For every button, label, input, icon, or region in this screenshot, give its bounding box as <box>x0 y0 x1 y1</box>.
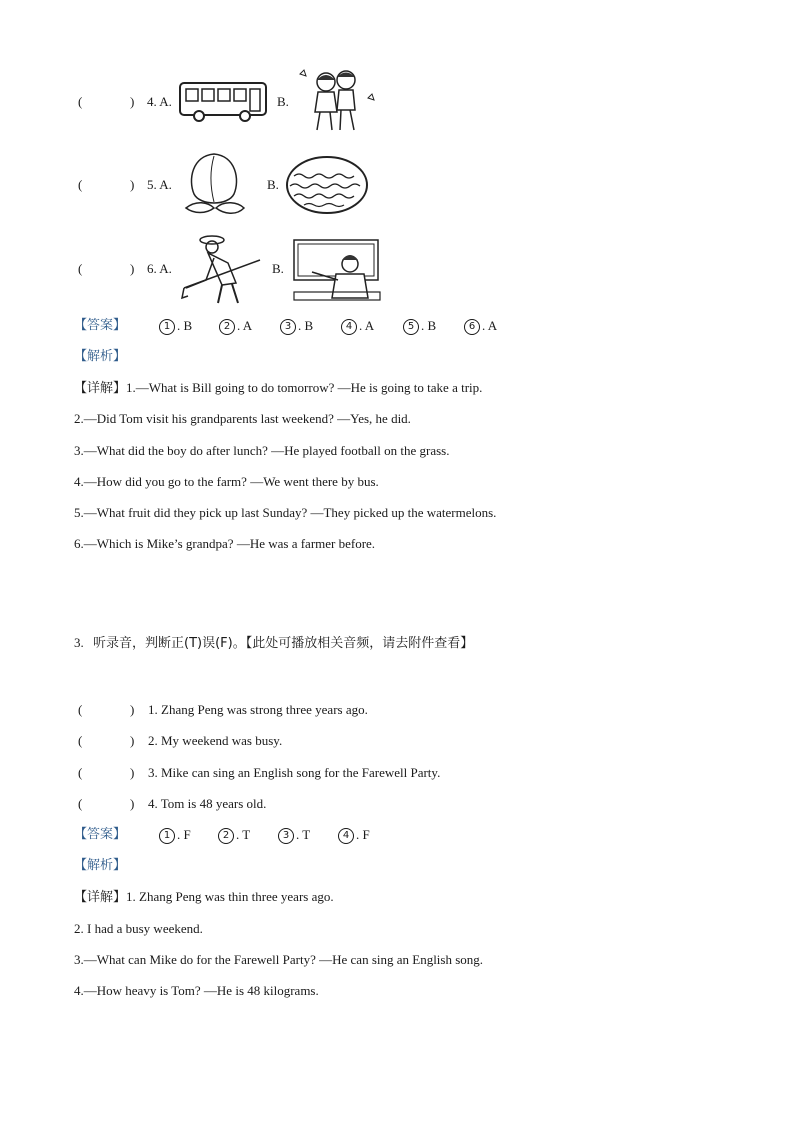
answer-value: . A <box>237 318 253 333</box>
answer-item <box>278 827 310 844</box>
answer-paren-close: ) <box>130 177 135 192</box>
answer-item <box>219 318 252 335</box>
circled-number: 1 <box>159 319 175 335</box>
statement-text: 4. Tom is 48 years old. <box>148 796 267 811</box>
bus-icon <box>177 80 271 124</box>
question-label: 6. A. <box>147 261 172 276</box>
answer-paren-open: ( <box>78 702 83 717</box>
answer-item <box>464 318 497 335</box>
answer-paren-close: ) <box>130 261 135 276</box>
explanation-line: 3.—What can Mike do for the Farewell Party? —He can sing an English song. <box>74 952 484 967</box>
answer-item <box>341 318 374 335</box>
statement-text: 2. My weekend was busy. <box>148 733 283 748</box>
answer-item <box>280 318 313 335</box>
section3-heading <box>74 635 473 652</box>
answer-paren-open: ( <box>78 261 83 276</box>
circled-number: 2 <box>219 319 235 335</box>
answer-paren-open: ( <box>78 796 83 811</box>
answer-paren-open: ( <box>78 94 83 109</box>
explanation-line: 【详解】1. Zhang Peng was thin three years ago. <box>74 889 334 905</box>
answer-item <box>218 827 250 844</box>
question-label: 5. A. <box>147 177 172 192</box>
answer-value: . T <box>296 827 311 842</box>
answer-paren-open: ( <box>78 765 83 780</box>
statement-text: 3. Mike can sing an English song for the Farewell Party. <box>148 765 441 780</box>
answer-paren-close: ) <box>130 733 135 748</box>
circled-number: 3 <box>280 319 296 335</box>
children-icon <box>296 66 378 138</box>
answer-paren-open: ( <box>78 177 83 192</box>
statement-text: 1. Zhang Peng was strong three years ago. <box>148 702 368 717</box>
answer-paren-close: ) <box>130 765 135 780</box>
circled-number: 3 <box>278 828 294 844</box>
answer-value: . T <box>236 827 251 842</box>
answer-tag: 【答案】 <box>74 827 127 842</box>
answer-item <box>338 827 370 844</box>
peach-icon <box>180 150 248 220</box>
watermelon-icon <box>284 154 370 216</box>
heading-text: 听录音，判断正(T)误(F)。【此处可播放相关音频，请去附件查看】 <box>93 636 474 651</box>
detail-tag: 【详解】 <box>74 381 127 396</box>
answer-tag: 【答案】 <box>74 318 127 333</box>
analysis-tag: 【解析】 <box>74 349 127 364</box>
explanation-line: 2. I had a busy weekend. <box>74 921 203 936</box>
detail-tag: 【详解】 <box>74 890 127 905</box>
answer-value: . B <box>177 318 193 333</box>
answer-item <box>403 318 436 335</box>
circled-number: 5 <box>403 319 419 335</box>
teacher-icon <box>292 236 382 302</box>
answer-paren-close: ) <box>130 796 135 811</box>
explanation-line: 6.—Which is Mike’s grandpa? —He was a farmer before. <box>74 536 376 551</box>
explanation-line: 3.—What did the boy do after lunch? —He played football on the grass. <box>74 443 450 458</box>
answer-item <box>159 827 191 844</box>
circled-number: 4 <box>338 828 354 844</box>
answer-value: . A <box>359 318 375 333</box>
analysis-tag: 【解析】 <box>74 858 127 873</box>
option-b-label: B. <box>267 177 279 192</box>
answer-paren-close: ) <box>130 702 135 717</box>
option-b-label: B. <box>277 94 289 109</box>
answer-value: . B <box>421 318 437 333</box>
answer-value: . B <box>298 318 314 333</box>
farmer-icon <box>178 232 262 306</box>
answer-value: . F <box>356 827 370 842</box>
circled-number: 1 <box>159 828 175 844</box>
question-label: 4. A. <box>147 94 172 109</box>
explanation-line: 4.—How did you go to the farm? —We went there by bus. <box>74 474 379 489</box>
explanation-line: 2.—Did Tom visit his grandparents last weekend? —Yes, he did. <box>74 411 411 426</box>
heading-number: 3. <box>74 635 84 650</box>
circled-number: 2 <box>218 828 234 844</box>
option-b-label: B. <box>272 261 284 276</box>
answer-paren-open: ( <box>78 733 83 748</box>
explanation-line: 5.—What fruit did they pick up last Sunday? —They picked up the watermelons. <box>74 505 497 520</box>
answer-item <box>159 318 192 335</box>
explanation-line: 4.—How heavy is Tom? —He is 48 kilograms. <box>74 983 319 998</box>
answer-value: . F <box>177 827 191 842</box>
circled-number: 6 <box>464 319 480 335</box>
explanation-line: 【详解】1.—What is Bill going to do tomorrow? —He is going to take a trip. <box>74 380 483 396</box>
answer-paren-close: ) <box>130 94 135 109</box>
answer-value: . A <box>482 318 498 333</box>
circled-number: 4 <box>341 319 357 335</box>
